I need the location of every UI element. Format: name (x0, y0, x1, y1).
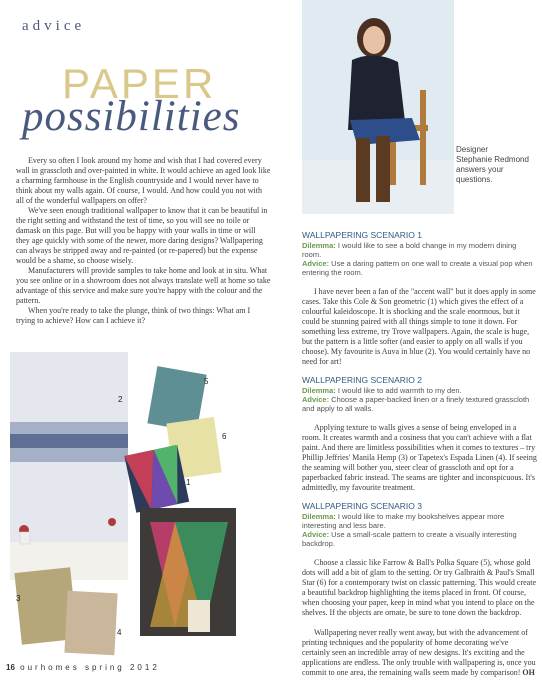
scenario-dilemma (302, 386, 537, 395)
closing-mark: OH (522, 668, 535, 677)
scenario (302, 501, 537, 618)
intro-paragraph: Every so often I look around my home and wish that I had covered every wall in grasscloth and over-painted in white. It would achieve an aged look like a charming farmhouse in the English countryside and I would never have to think about my walls again. Of course, I would. And how could you not with all of the wonderful wallpapers on offer? (16, 156, 271, 205)
scenario-heading: WALLPAPERING SCENARIO 1 (302, 230, 422, 240)
caption-line: Stephanie Redmond (456, 155, 529, 164)
page-footer (6, 663, 160, 672)
wallpaper-collage (0, 352, 270, 682)
intro-paragraph: When you're ready to take the plunge, think of two things: What am I trying to achieve? How can I achieve it? (16, 306, 251, 325)
scenario-body: Applying texture to walls gives a sense of being enveloped in a room. It creates warmth and a cosiness that you can't achieve with a flat paint. And there are limitless possibilities when it comes to textures – try Phillip Jeffries' Manila Hemp (3) or Tapetex's Espada Linen (4). If seeing the seaming will bother you, steer clear of grasscloth and opt for a paperbacked fabric instead. The seams are tighter and inconspicuous. It's admittedly, my favourite treatment. (302, 423, 537, 492)
title-possibilities: possibilities (22, 93, 241, 140)
intro-paragraph: We've seen enough traditional wallpaper to know that it can be beautiful in the right setting and withstand the test of time, so you will see no toile or damask on this page. But will you be happy with your walls in time or will they age quickly with some of the newer, more daring designs? Wallpapering can always be stripped away and re-painted (or re-papered) but the expense would be a shame, so choose wisely. (16, 206, 268, 265)
scenario-body: Choose a classic like Farrow & Ball's Polka Square (5), whose gold dots will add a bit of glam to the setting. Or try Galbraith & Paul's Small Star (6) for a contemporary twist on classic patterning. This would create a beautiful backdrop highlighting the items placed in front. Of course, when choosing your paper, keep in mind what you intend to place on the shelves. If the objects are ornate, be sure to tone down the backdrop. (302, 558, 537, 617)
dilemma-label: Dilemma: (302, 241, 336, 250)
dilemma-label: Dilemma: (302, 512, 336, 521)
sample-number: 3 (16, 594, 21, 603)
caption-line: answers your questions. (456, 165, 504, 184)
advice-label: Advice: (302, 395, 330, 404)
advice-text: Use a daring pattern on one wall to create a visual pop when entering the room. (302, 259, 533, 277)
dilemma-text: I would like to make my bookshelves appear more interesting and less bare. (302, 512, 505, 530)
photo-caption (456, 145, 542, 185)
dilemma-text: I would like to add warmth to my den. (335, 386, 462, 395)
scenario-advice (302, 259, 537, 277)
sample-number: 4 (117, 628, 122, 637)
intro-text (16, 156, 271, 326)
scenario (302, 230, 537, 367)
scenario-advice (302, 395, 537, 413)
advice-label: Advice: (302, 259, 330, 268)
caption-line: Designer (456, 145, 489, 154)
advice-text: Choose a paper-backed linen or a finely textured grasscloth and apply to all walls. (302, 395, 530, 413)
designer-photo (302, 0, 454, 214)
magazine-name: ourhomes (20, 663, 80, 672)
issue-date: spring 2012 (84, 663, 160, 672)
scenario-dilemma (302, 512, 537, 530)
section-label: advice (22, 18, 86, 34)
sample-number: 6 (222, 432, 227, 441)
advice-label: Advice: (302, 530, 330, 539)
scenarios-column (302, 230, 537, 686)
dilemma-text: I would like to see a bold change in my modern dining room. (302, 241, 517, 259)
sample-number: 5 (204, 377, 209, 386)
scenario (302, 375, 537, 493)
closing-text: Wallpapering never really went away, but with the advancement of printing techniques and the popularity of home decorating we've certainly seen an incredible array of new designs. It's exciting and the applications are endless. The only trouble with wallpapering is, once you commit to one area, the remaining walls seem made by comparison! (302, 628, 536, 677)
page-number: 16 (6, 663, 15, 672)
scenario-heading: WALLPAPERING SCENARIO 2 (302, 375, 422, 385)
sample-number: 2 (118, 395, 123, 404)
title-paper: PAPER (62, 60, 217, 107)
scenario-dilemma (302, 241, 537, 259)
scenario-heading: WALLPAPERING SCENARIO 3 (302, 501, 422, 511)
intro-paragraph: Manufacturers will provide samples to take home and look at in situ. What you see online or in a showroom does not always translate well at home so take advantage of this service and make sure you're happy with the colour and the pattern. (16, 266, 271, 305)
advice-text: Use a small-scale pattern to create a visually interesting backdrop. (302, 530, 517, 548)
dilemma-label: Dilemma: (302, 386, 336, 395)
scenario-advice (302, 530, 537, 548)
closing-paragraph (302, 628, 537, 678)
scenario-body: I have never been a fan of the "accent wall" but it does apply in some cases. Take this Cole & Son geometric (1) which gives the effect of a colourful kaleidoscope. It is shocking and the scale enormous, but it could be stunning paired with all things simple to tone it down. For something less extreme, try Trove wallpapers. Again, the scale is huge, but the pattern is a little softer (and easier to apply on all walls if you choose). My favourite is Auva in blue (2). You would certainly have no need for art! (302, 287, 536, 366)
sample-number: 1 (186, 478, 191, 487)
